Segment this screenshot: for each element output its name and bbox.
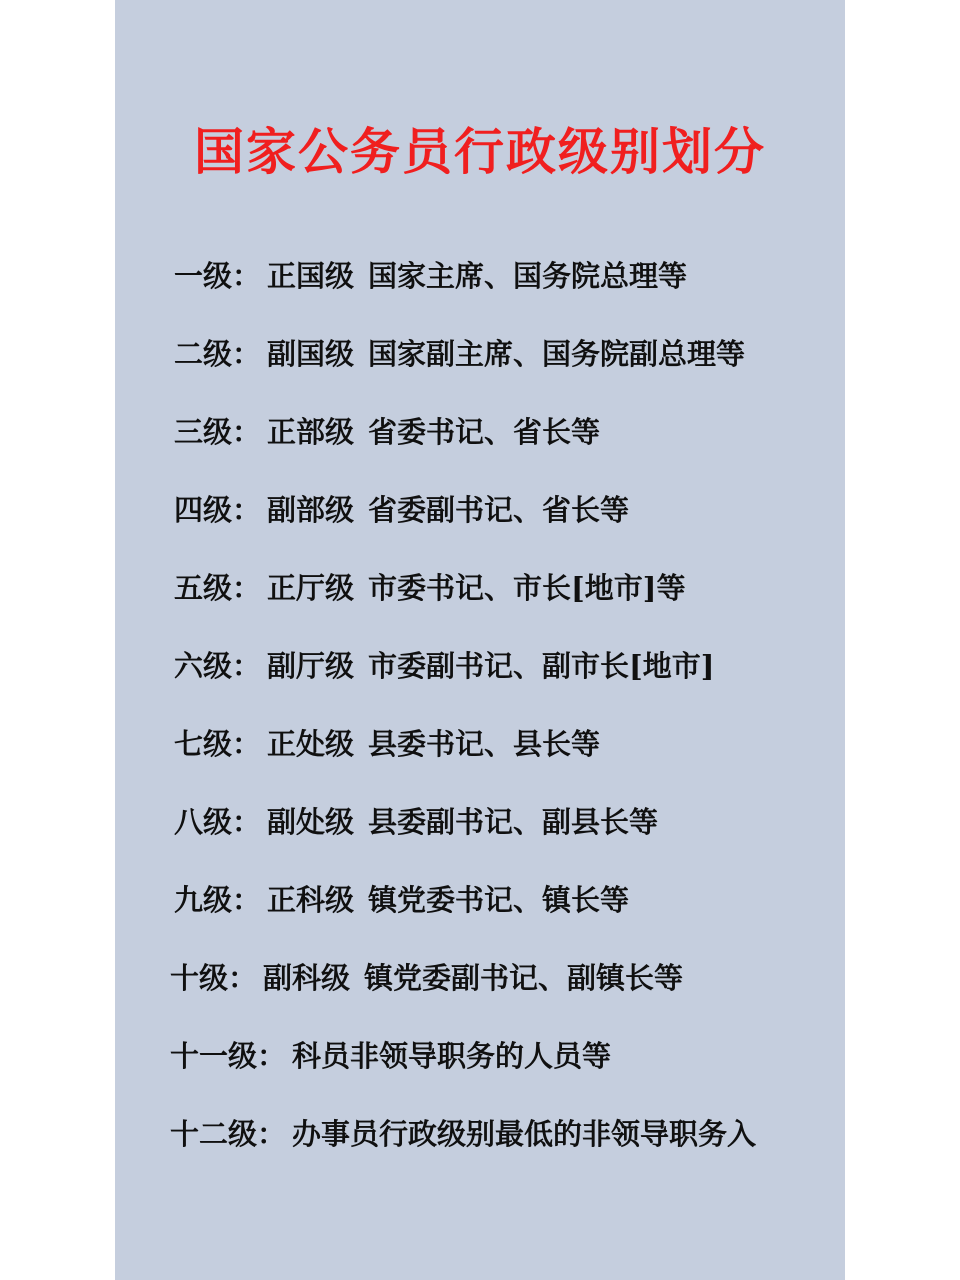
rank-grade: 正部级 xyxy=(267,414,355,449)
rank-detail: 科员非领导职务的人员等 xyxy=(292,1038,612,1073)
rank-colon: ： xyxy=(228,960,258,995)
rank-colon: ： xyxy=(232,336,262,371)
rank-detail: 镇党委书记、镇长等 xyxy=(368,882,630,917)
list-item xyxy=(160,703,815,781)
rank-colon: ： xyxy=(232,882,262,917)
rank-detail: 县委副书记、副县长等 xyxy=(368,804,659,839)
list-item xyxy=(160,1015,815,1093)
rank-level: 一级 xyxy=(174,258,233,293)
rank-level: 七级 xyxy=(174,726,233,761)
rank-colon: ： xyxy=(232,804,262,839)
rank-level: 十一级 xyxy=(170,1038,258,1073)
rank-colon: ： xyxy=(232,570,262,605)
page-title: 国家公务员行政级别划分 xyxy=(194,122,766,181)
rank-detail: 办事员行政级别最低的非领导职务入 xyxy=(292,1116,757,1151)
rank-level: 十二级 xyxy=(170,1116,258,1151)
rank-level: 三级 xyxy=(174,414,233,449)
rank-level: 二级 xyxy=(174,336,233,371)
rank-list xyxy=(115,235,845,1171)
rank-detail: 省委副书记、省长等 xyxy=(368,492,630,527)
list-item xyxy=(160,469,815,547)
list-item xyxy=(160,781,815,859)
poster-card xyxy=(115,0,845,1280)
rank-detail: 国家副主席、国务院副总理等 xyxy=(368,336,746,371)
rank-level: 九级 xyxy=(174,882,233,917)
rank-grade: 副部级 xyxy=(267,492,355,527)
rank-level: 十级 xyxy=(170,960,229,995)
rank-detail: 县委书记、县长等 xyxy=(368,726,601,761)
list-item xyxy=(160,625,815,703)
rank-grade: 副处级 xyxy=(267,804,355,839)
list-item xyxy=(160,313,815,391)
rank-colon: ： xyxy=(257,1116,287,1151)
list-item xyxy=(160,1093,815,1171)
rank-colon: ： xyxy=(232,648,262,683)
list-item xyxy=(160,859,815,937)
list-item xyxy=(160,547,815,625)
rank-detail: 市委书记、市长[地市]等 xyxy=(368,570,686,605)
rank-level: 五级 xyxy=(174,570,233,605)
list-item xyxy=(160,937,815,1015)
rank-colon: ： xyxy=(232,726,262,761)
rank-detail: 国家主席、国务院总理等 xyxy=(368,258,688,293)
rank-grade: 副国级 xyxy=(267,336,355,371)
rank-level: 六级 xyxy=(174,648,233,683)
rank-grade: 副厅级 xyxy=(267,648,355,683)
rank-colon: ： xyxy=(257,1038,287,1073)
rank-colon: ： xyxy=(232,414,262,449)
rank-detail: 省委书记、省长等 xyxy=(368,414,601,449)
rank-colon: ： xyxy=(232,258,262,293)
list-item xyxy=(160,235,815,313)
rank-detail: 市委副书记、副市长[地市] xyxy=(368,648,715,683)
rank-detail: 镇党委副书记、副镇长等 xyxy=(364,960,684,995)
rank-grade: 正国级 xyxy=(267,258,355,293)
rank-grade: 副科级 xyxy=(263,960,351,995)
rank-grade: 正科级 xyxy=(267,882,355,917)
rank-level: 八级 xyxy=(174,804,233,839)
rank-colon: ： xyxy=(232,492,262,527)
rank-grade: 正厅级 xyxy=(267,570,355,605)
list-item xyxy=(160,391,815,469)
rank-grade: 正处级 xyxy=(267,726,355,761)
rank-level: 四级 xyxy=(174,492,233,527)
